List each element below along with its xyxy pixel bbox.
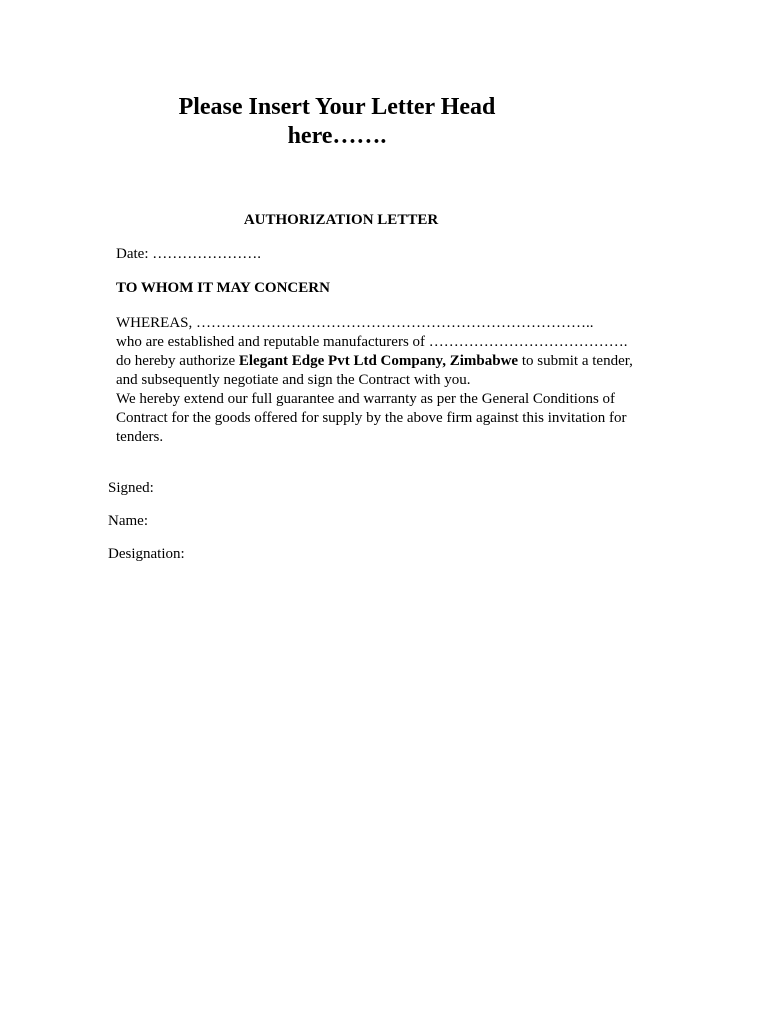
date-line: Date: …………………. [116,246,261,262]
letter-body [116,314,676,447]
authorize-text-after: to submit a tender, [518,353,633,369]
body-line-whereas: WHEREAS, …………………………………………………………………….. [116,315,594,331]
letterhead-placeholder [100,93,574,151]
body-line-negotiate: and subsequently negotiate and sign the Contract with you. [116,372,471,388]
body-line-tenders: tenders. [116,429,164,445]
body-line-authorize [116,352,676,371]
company-name: Elegant Edge Pvt Ltd Company, Zimbabwe [238,353,519,369]
letter-title: AUTHORIZATION LETTER [243,212,439,228]
body-line-contract: Contract for the goods offered for supply by the above firm against this invitation for [116,410,627,426]
body-line-guarantee: We hereby extend our full guarantee and warranty as per the General Conditions of [116,391,616,407]
salutation: TO WHOM IT MAY CONCERN [116,280,330,296]
letterhead-line-1: Please Insert Your Letter Head [178,94,496,120]
letterhead-line-2: here……. [287,123,387,149]
signed-label: Signed: [108,480,154,496]
body-line-manufacturers: who are established and reputable manufacturers of …………………………………. [116,334,628,350]
name-label: Name: [108,513,148,529]
authorize-text-before: do hereby authorize [116,353,239,369]
designation-label: Designation: [108,546,185,562]
